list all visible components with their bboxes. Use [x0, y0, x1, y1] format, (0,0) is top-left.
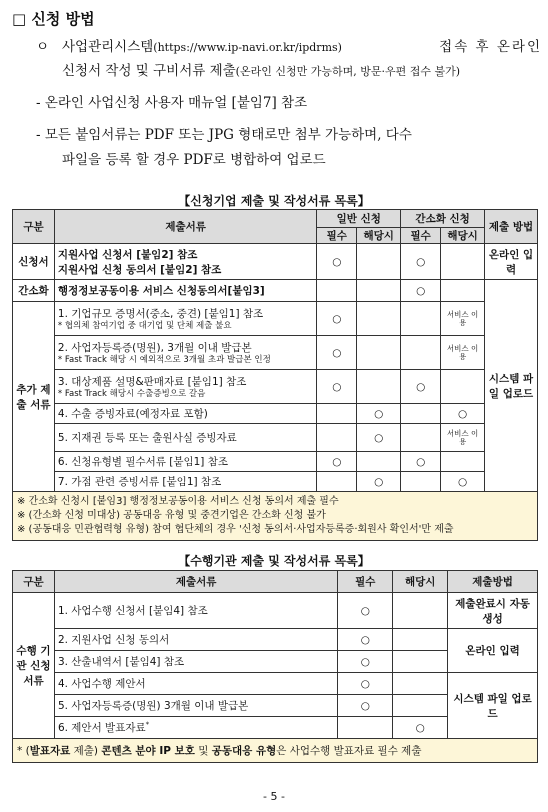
h-docs: 제출서류 — [54, 210, 316, 244]
cat-application: 신청서 — [13, 244, 55, 280]
cat-extra: 추가 제출 서류 — [13, 302, 55, 492]
item1-line1: 사업관리시스템(https://www.ip-navi.or.kr/ipdrms) 접속 후 온라인 — [62, 39, 542, 55]
svc-use-label: 서비스 이용 — [446, 309, 479, 327]
mark-circle: ○ — [317, 244, 357, 280]
method-system: 시스템 파일 업로드 — [448, 673, 538, 739]
h-required: 필수 — [338, 571, 393, 593]
h-category: 구분 — [13, 210, 55, 244]
mark-circle: ○ — [338, 629, 393, 651]
extra-doc-2: 2. 사업자등록증(명원), 3개월 이내 발급본 * Fast Track 해당 시 예외적으로 3개월 초과 발급본 인정 — [54, 336, 316, 370]
item3-line2: 파일을 등록 할 경우 PDF로 병합하여 업로드 — [62, 152, 326, 168]
h-required: 필수 — [401, 228, 441, 244]
h-applicable: 해당시 — [441, 228, 485, 244]
mark-circle: ○ — [357, 424, 401, 452]
mark-circle: ○ — [401, 244, 441, 280]
h-general: 일반 신청 — [317, 210, 401, 228]
h-simple: 간소화 신청 — [401, 210, 485, 228]
agency-doc-4: 4. 사업수행 제안서 — [54, 673, 337, 695]
mark-circle: ○ — [393, 717, 448, 739]
method-online: 온라인 입력 — [448, 629, 538, 673]
mark-circle: ○ — [338, 593, 393, 629]
mark-circle: ○ — [441, 472, 485, 492]
h-category: 구분 — [13, 571, 55, 593]
page-number: - 5 - — [263, 790, 285, 803]
mark-circle: ○ — [357, 404, 401, 424]
item1-line2: 신청서 작성 및 구비서류 제출(온라인 신청만 가능하며, 방문·우편 접수 불가) — [62, 63, 460, 79]
extra-doc-7: 7. 가점 관련 증빙서류 [붙임1] 참조 — [54, 472, 316, 492]
h-method: 제출 방법 — [485, 210, 538, 244]
method-system: 시스템 파일 업로드 — [485, 280, 538, 492]
extra-doc-4: 4. 수출 증빙자료(예정자료 포함) — [54, 404, 316, 424]
applicant-docs-table — [12, 209, 538, 541]
mark-circle: ○ — [338, 651, 393, 673]
mark-circle: ○ — [317, 302, 357, 336]
mark-circle: ○ — [338, 673, 393, 695]
h-applicable: 해당시 — [357, 228, 401, 244]
mark-circle: ○ — [338, 695, 393, 717]
extra-doc-5: 5. 지재권 등록 또는 출원사실 증빙자료 — [54, 424, 316, 452]
system-url: (https://www.ip-navi.or.kr/ipdrms) — [153, 41, 342, 54]
extra-doc-6: 6. 신청유형별 필수서류 [붙임1] 참조 — [54, 452, 316, 472]
agency-docs-table — [12, 570, 538, 763]
svc-use-label: 서비스 이용 — [446, 428, 479, 446]
table2-footnote: * (발표자료 제출) 콘텐츠 분야 IP 보호 및 공동대응 유형은 사업수행 발표자료 필수 제출 — [13, 739, 538, 763]
mark-circle: ○ — [317, 452, 357, 472]
agency-doc-6: 6. 제안서 발표자료* — [54, 717, 337, 739]
mark-circle: ○ — [441, 404, 485, 424]
item2: - 온라인 사업신청 사용자 매뉴얼 [붙임7] 참조 — [36, 95, 308, 111]
agency-doc-5: 5. 사업자등록증(명원) 3개월 이내 발급본 — [54, 695, 337, 717]
table1-footnotes: ※ 간소화 신청시 [붙임3] 행정정보공동이용 서비스 신청 동의서 제출 필수 ※ (간소화 신청 미대상) 공동대응 유형 및 중견기업은 간소화 신청 불가 ※ (공동대응 민관협력형 유형) 참여 협단체의 경우 '신청 동의서·사업자등록증·회원사 확인서'만 제출 — [13, 492, 538, 541]
h-method: 제출방법 — [448, 571, 538, 593]
h-applicable: 해당시 — [393, 571, 448, 593]
table2-caption: 【수행기관 제출 및 작성서류 목록】 — [178, 554, 370, 568]
agency-doc-2: 2. 지원사업 신청 동의서 — [54, 629, 337, 651]
mark-circle: ○ — [401, 370, 441, 404]
agency-doc-1: 1. 사업수행 신청서 [붙임4] 참조 — [54, 593, 337, 629]
method-online: 온라인 입력 — [485, 244, 538, 280]
mark-circle: ○ — [401, 452, 441, 472]
extra-doc-1: 1. 기업규모 증명서(중소, 중견) [붙임1] 참조 * 협의체 참여기업 중 대기업 및 단체 제출 불요 — [54, 302, 316, 336]
mark-circle: ○ — [317, 370, 357, 404]
table1-caption: 【신청기업 제출 및 작성서류 목록】 — [178, 194, 370, 208]
extra-doc-3: 3. 대상제품 설명&판매자료 [붙임1] 참조 * Fast Track 해당시 수출증빙으로 갈음 — [54, 370, 316, 404]
h-required: 필수 — [317, 228, 357, 244]
mark-circle: ○ — [317, 336, 357, 370]
svc-use-label: 서비스 이용 — [446, 343, 479, 361]
h-docs: 제출서류 — [54, 571, 337, 593]
section-title: □ 신청 방법 — [12, 10, 95, 28]
cat-simple: 간소화 — [13, 280, 55, 302]
simple-doc: 행정정보공동이용 서비스 신청동의서[붙임3] — [54, 280, 316, 302]
item3-line1: - 모든 붙임서류는 PDF 또는 JPG 형태로만 첨부 가능하며, 다수 — [36, 127, 412, 143]
application-docs: 지원사업 신청서 [붙임2] 참조 지원사업 신청 동의서 [붙임2] 참조 — [54, 244, 316, 280]
bullet-marker: ㅇ — [36, 39, 50, 55]
mark-circle: ○ — [357, 472, 401, 492]
mark-circle: ○ — [401, 280, 441, 302]
method-auto: 제출완료시 자동생성 — [448, 593, 538, 629]
agency-doc-3: 3. 산출내역서 [붙임4] 참조 — [54, 651, 337, 673]
cat-agency: 수행 기관 신청 서류 — [13, 593, 55, 739]
